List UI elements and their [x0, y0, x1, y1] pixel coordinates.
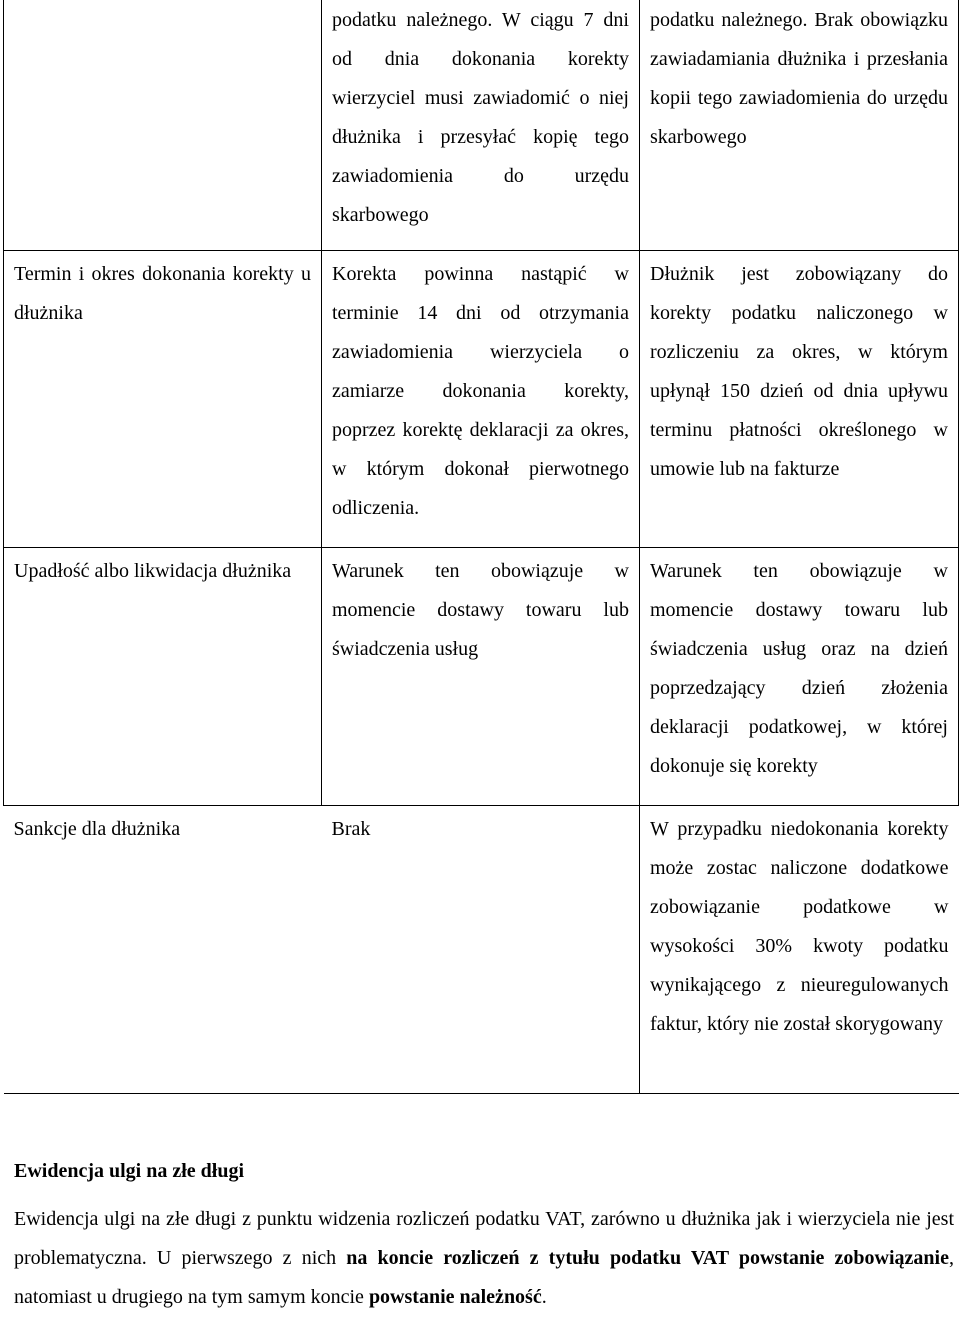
paragraph-text: .	[541, 1286, 547, 1308]
paragraph-bold-text: powstanie należność	[368, 1286, 542, 1308]
paragraph-text: Ewidencja ulgi na złe długi z punktu widzenia rozliczeń podatku VAT, zarówno u dłużnika jak i wierzyciela nie jest problematyczna. U pierwszego z nich	[14, 1208, 954, 1269]
row-label-cell: Upadłość albo likwidacja dłużnika	[4, 548, 322, 806]
table-row	[4, 0, 959, 251]
paragraph-text: , natomiast u drugiego na tym samym koncie	[14, 1247, 954, 1308]
row-label-cell	[4, 0, 322, 251]
creditor-cell: Brak	[331, 818, 371, 840]
table-row	[4, 548, 959, 806]
paragraph-bold-text: na koncie rozliczeń z tytułu podatku VAT powstanie zobowiązanie	[346, 1247, 949, 1269]
table-row	[4, 806, 959, 1094]
creditor-cell: podatku należnego. W ciągu 7 dni od dnia dokonania korekty wierzyciel musi zawiadomić o niej dłużnika i przesyłać kopię tego zawiadomienia do urzędu skarbowego	[322, 0, 640, 251]
creditor-cell: Warunek ten obowiązuje w momencie dostawy towaru lub świadczenia usług	[322, 548, 640, 806]
table-row	[4, 251, 959, 548]
records-section	[14, 1152, 954, 1317]
row-label-cell: Sankcje dla dłużnika	[13, 818, 181, 840]
section-paragraph	[14, 1200, 954, 1317]
row-label-cell: Termin i okres dokonania korekty u dłużnika	[4, 251, 322, 548]
section-heading: Ewidencja ulgi na złe długi	[14, 1160, 245, 1182]
debtor-cell: Dłużnik jest zobowiązany do korekty podatku naliczonego w rozliczeniu za okres, w którym upłynął 150 dzień od dnia upływu terminu płatności określonego w umowie lub na fakturze	[640, 251, 959, 548]
creditor-cell: Korekta powinna nastąpić w terminie 14 dni od otrzymania zawiadomienia wierzyciela o zamiarze dokonania korekty, poprzez korektę deklaracji za okres, w którym dokonał pierwotnego odliczenia.	[322, 251, 640, 548]
comparison-table	[3, 0, 959, 1094]
debtor-cell: Warunek ten obowiązuje w momencie dostawy towaru lub świadczenia usług oraz na dzień poprzedzający dzień złożenia deklaracji podatkowej, w której dokonuje się korekty	[640, 548, 959, 806]
debtor-cell: podatku należnego. Brak obowiązku zawiadamiania dłużnika i przesłania kopii tego zawiadomienia do urzędu skarbowego	[640, 0, 959, 251]
debtor-cell: W przypadku niedokonania korekty może zostac naliczone dodatkowe zobowiązanie podatkowe w wysokości 30% kwoty podatku wynikającego z nieuregulowanych faktur, który nie został skorygowany	[640, 806, 959, 1094]
